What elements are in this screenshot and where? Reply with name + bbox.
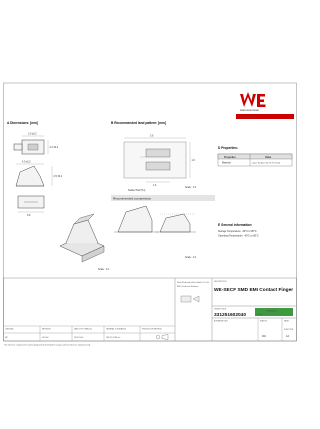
properties-header-value: Value bbox=[265, 155, 272, 159]
order-code: 331251602040 bbox=[214, 313, 247, 318]
scale-label-1: Scale : 4:1 bbox=[98, 268, 110, 271]
rev-value-revision: 001.000 bbox=[42, 337, 49, 339]
scale-label-2: Scale : 4:1 bbox=[185, 186, 197, 189]
dim-label-8: 1.6 bbox=[153, 184, 157, 187]
rev-header-date: DATE (YYYY-MM-DD) bbox=[74, 328, 92, 331]
order-code-label: ORDER CODE bbox=[214, 308, 227, 311]
rev-value-tolerance: DIN ISO 2768-1m bbox=[106, 337, 121, 339]
wurth-logo bbox=[240, 92, 266, 107]
page-label: PAGE bbox=[284, 320, 289, 323]
dim-label-6: 3.6 bbox=[150, 134, 154, 138]
land-pattern-title: B Recommended land pattern: [mm] bbox=[111, 121, 166, 125]
rev-header-checked: CHECKED bbox=[5, 328, 14, 331]
general-info-title: E General information: bbox=[218, 223, 253, 227]
properties-header-property: Properties bbox=[224, 155, 236, 159]
compression-views bbox=[114, 206, 196, 232]
size-value: A4 bbox=[286, 335, 289, 338]
rev-header-projection: PROJECTION METHOD bbox=[142, 328, 162, 331]
component-sketch-icon bbox=[181, 296, 199, 302]
part-end-view bbox=[18, 196, 44, 212]
properties-title: D Properties: bbox=[218, 146, 239, 150]
properties-row-material-value: Copper Beryllium (Ni 3% Sn Plated) bbox=[251, 162, 281, 165]
business-unit-label: BUSINESS UNIT bbox=[214, 320, 228, 323]
dim-label-3: 4.0 ±0.2 bbox=[22, 160, 31, 164]
brand-text: WÜRTH ELEKTRONIK bbox=[240, 110, 259, 112]
dim-label-4: 2.5 ±0.2 bbox=[53, 175, 63, 178]
part-top-view bbox=[14, 136, 48, 154]
footnote-text: This electronic component has been designed and developed for usage in general electronic equipment only. bbox=[4, 344, 91, 347]
status-label: STATUS bbox=[260, 320, 267, 323]
part-3d-view bbox=[60, 214, 104, 262]
version-value: 001 bbox=[262, 335, 266, 338]
rev-header-revision: REVISION bbox=[42, 328, 51, 331]
properties-row-material: Material bbox=[222, 161, 231, 165]
storage-temp: Storage Temperature: -40°C to 85°C bbox=[218, 230, 257, 233]
company-address: EMC & Inductive Solutions bbox=[177, 286, 199, 288]
size-text-label: SIZE/TYPE bbox=[284, 329, 294, 331]
dim-label-1: 3.0 ±0.2 bbox=[28, 132, 37, 136]
description-label: DESCRIPTION bbox=[214, 281, 227, 283]
dimensions-title: A Dimensions: [mm] bbox=[7, 121, 38, 125]
solder-pad-label: Solder Pad (Tin) bbox=[128, 189, 146, 192]
company-name: Würth Elektronik eiSos GmbH & Co. KG bbox=[177, 282, 209, 284]
rev-value-date: 2015-03-04 bbox=[74, 337, 84, 339]
rev-value-checked: MK bbox=[5, 337, 8, 339]
projection-symbol-icon bbox=[156, 335, 168, 340]
compression-title: Recommended compression bbox=[113, 196, 152, 201]
operating-temp: Operating Temperature: -40°C to 85°C bbox=[218, 234, 259, 238]
dim-label-2: 2.2 ±0.2 bbox=[49, 146, 59, 149]
dim-label-7: 1.6 bbox=[191, 159, 195, 162]
land-pattern-drawing bbox=[124, 138, 190, 182]
slogan-text: more than you expect bbox=[240, 116, 258, 119]
dim-label-5: 0.6 bbox=[27, 214, 31, 217]
scale-label-3: Scale : 4:1 bbox=[185, 256, 197, 259]
rohs-compliant: COMPLIANT bbox=[266, 310, 277, 313]
part-side-view bbox=[16, 164, 52, 186]
rev-header-tolerance: GENERAL TOLERANCE bbox=[106, 328, 126, 331]
product-name: WE-SECF SMD EMI Contact Finger bbox=[214, 288, 294, 293]
rohs-label: RoHS bbox=[257, 313, 262, 316]
